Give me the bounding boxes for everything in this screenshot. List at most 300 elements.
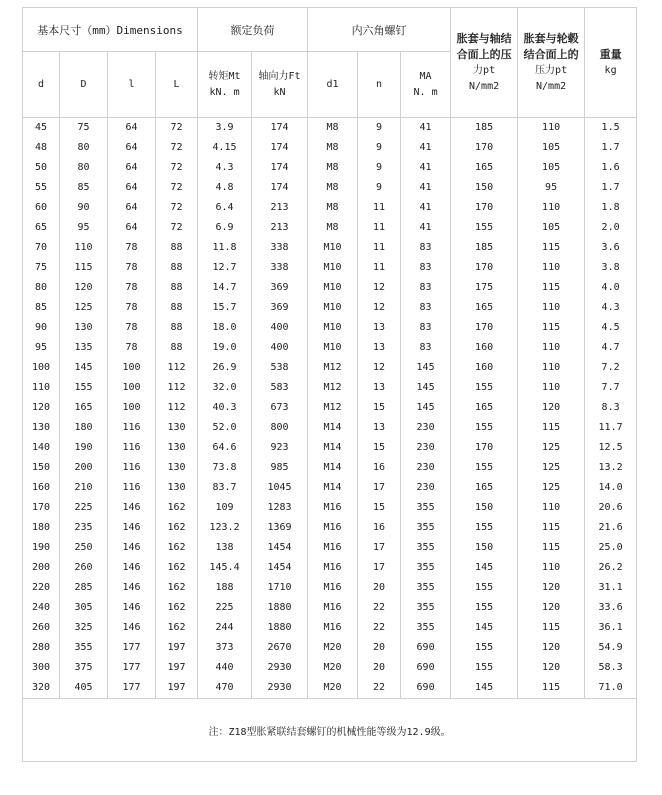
cell-l: 72 [170, 162, 183, 173]
column-d [23, 118, 60, 699]
cell-l: 78 [125, 302, 138, 313]
cell-d: 160 [31, 482, 51, 493]
header-D: D [60, 52, 108, 118]
column-n [358, 118, 401, 699]
cell-ft: 2930 [267, 682, 292, 693]
cell-l: 146 [122, 602, 141, 613]
cell-ma: 355 [416, 562, 435, 573]
cell-d: 405 [74, 682, 93, 693]
cell-n: 16 [373, 522, 386, 533]
cell-ft: 174 [270, 122, 289, 133]
cell-d: 75 [77, 122, 90, 133]
cell-d1: M8 [326, 122, 339, 133]
cell-d: 90 [34, 322, 48, 333]
cell-mt: 14.7 [212, 282, 237, 293]
cell-l: 72 [170, 122, 183, 133]
cell-p-hub: 115 [542, 522, 561, 533]
cell-d: 70 [34, 242, 48, 253]
column-pressure-hub [518, 118, 585, 699]
cell-ma: 355 [416, 522, 435, 533]
cell-p-shaft: 185 [475, 122, 494, 133]
cell-l: 64 [125, 122, 138, 133]
cell-mt: 6.4 [215, 202, 234, 213]
cell-d: 95 [77, 222, 90, 233]
cell-d: 120 [31, 402, 51, 413]
header-rated-load: 额定负荷 [198, 8, 308, 52]
column-torque [198, 118, 252, 699]
cell-l: 162 [167, 542, 186, 553]
cell-weight: 14.0 [598, 482, 623, 493]
cell-ft: 213 [270, 222, 289, 233]
cell-ma: 690 [416, 662, 435, 673]
header-torque: 转矩Mt kN. m [198, 52, 252, 118]
cell-weight: 26.2 [598, 562, 623, 573]
cell-ma: 355 [416, 542, 435, 553]
cell-ma: 355 [416, 622, 435, 633]
cell-d1: M8 [326, 182, 339, 193]
cell-n: 17 [373, 562, 386, 573]
cell-d: 190 [31, 542, 51, 553]
cell-d: 285 [74, 582, 93, 593]
cell-weight: 8.3 [601, 402, 620, 413]
cell-ma: 41 [419, 202, 432, 213]
cell-p-hub: 125 [542, 442, 561, 453]
cell-ma: 83 [419, 302, 432, 313]
cell-p-hub: 125 [542, 462, 561, 473]
cell-l: 177 [122, 682, 141, 693]
cell-l: 197 [167, 642, 186, 653]
cell-ft: 400 [270, 322, 289, 333]
spec-table [22, 7, 637, 762]
cell-ft: 1283 [267, 502, 292, 513]
cell-ma: 41 [419, 182, 432, 193]
cell-l: 116 [122, 442, 141, 453]
cell-weight: 25.0 [598, 542, 623, 553]
cell-mt: 15.7 [212, 302, 237, 313]
header-d1: d1 [308, 52, 358, 118]
cell-ma: 41 [419, 142, 432, 153]
cell-p-shaft: 145 [475, 682, 494, 693]
cell-ft: 174 [270, 162, 289, 173]
cell-l: 100 [122, 382, 141, 393]
cell-n: 20 [373, 582, 386, 593]
cell-mt: 109 [215, 502, 234, 513]
cell-ft: 583 [270, 382, 289, 393]
cell-ma: 230 [416, 462, 435, 473]
cell-l: 146 [122, 622, 141, 633]
cell-d: 65 [34, 222, 48, 233]
cell-weight: 4.3 [601, 302, 620, 313]
cell-d: 100 [31, 362, 51, 373]
cell-d: 48 [34, 142, 48, 153]
cell-p-shaft: 175 [475, 282, 494, 293]
cell-l: 64 [125, 202, 138, 213]
cell-d: 60 [34, 202, 48, 213]
cell-n: 11 [373, 242, 386, 253]
cell-p-shaft: 155 [475, 642, 494, 653]
cell-d: 210 [74, 482, 93, 493]
cell-p-shaft: 155 [475, 422, 494, 433]
cell-weight: 20.6 [598, 502, 623, 513]
cell-p-shaft: 165 [475, 402, 494, 413]
cell-p-shaft: 155 [475, 602, 494, 613]
cell-l: 112 [167, 402, 186, 413]
cell-d1: M16 [323, 502, 342, 513]
cell-p-hub: 120 [542, 402, 561, 413]
cell-mt: 244 [215, 622, 234, 633]
cell-weight: 71.0 [598, 682, 623, 693]
cell-d: 75 [34, 262, 48, 273]
cell-d: 260 [31, 622, 51, 633]
cell-weight: 54.9 [598, 642, 623, 653]
cell-mt: 225 [215, 602, 234, 613]
header-axial-force: 轴向力Ft kN [252, 52, 308, 118]
cell-d1: M10 [323, 342, 342, 353]
column-ma [401, 118, 451, 699]
cell-weight: 33.6 [598, 602, 623, 613]
cell-ma: 41 [419, 222, 432, 233]
cell-p-shaft: 170 [475, 142, 494, 153]
cell-weight: 1.7 [601, 142, 620, 153]
cell-p-hub: 110 [542, 302, 561, 313]
cell-d: 180 [74, 422, 93, 433]
header-hex-screw: 内六角螺钉 [308, 8, 451, 52]
column-L [156, 118, 198, 699]
cell-d1: M10 [323, 282, 342, 293]
cell-l: 116 [122, 462, 141, 473]
cell-d: 220 [31, 582, 51, 593]
cell-p-hub: 115 [542, 682, 561, 693]
cell-ma: 83 [419, 282, 432, 293]
cell-p-shaft: 155 [475, 662, 494, 673]
cell-p-hub: 115 [542, 322, 561, 333]
cell-mt: 4.8 [215, 182, 234, 193]
cell-weight: 2.0 [601, 222, 620, 233]
cell-p-hub: 110 [542, 122, 561, 133]
cell-mt: 373 [215, 642, 234, 653]
cell-ft: 369 [270, 302, 289, 313]
cell-mt: 11.8 [212, 242, 237, 253]
cell-ft: 2930 [267, 662, 292, 673]
cell-d: 305 [74, 602, 93, 613]
cell-ft: 338 [270, 242, 289, 253]
cell-ma: 690 [416, 642, 435, 653]
cell-p-hub: 110 [542, 262, 561, 273]
cell-p-hub: 125 [542, 482, 561, 493]
cell-p-hub: 110 [542, 342, 561, 353]
cell-ma: 83 [419, 242, 432, 253]
cell-ft: 2670 [267, 642, 292, 653]
cell-l: 146 [122, 582, 141, 593]
cell-mt: 12.7 [212, 262, 237, 273]
cell-mt: 18.0 [212, 322, 237, 333]
cell-d1: M8 [326, 222, 339, 233]
cell-p-shaft: 170 [475, 262, 494, 273]
cell-ft: 923 [270, 442, 289, 453]
column-weight [585, 118, 637, 699]
cell-d: 180 [31, 522, 51, 533]
cell-ft: 1045 [267, 482, 292, 493]
column-l [108, 118, 156, 699]
cell-p-hub: 105 [542, 222, 561, 233]
cell-p-hub: 110 [542, 502, 561, 513]
cell-p-hub: 105 [542, 142, 561, 153]
cell-ma: 83 [419, 262, 432, 273]
header-weight: 重量 kg [585, 8, 637, 118]
cell-l: 72 [170, 222, 183, 233]
cell-l: 177 [122, 662, 141, 673]
cell-p-shaft: 155 [475, 382, 494, 393]
cell-l: 72 [170, 182, 183, 193]
cell-ft: 1880 [267, 622, 292, 633]
cell-p-hub: 115 [542, 242, 561, 253]
cell-d1: M10 [323, 322, 342, 333]
cell-ft: 1454 [267, 542, 292, 553]
header-l: l [108, 52, 156, 118]
cell-l: 78 [125, 322, 138, 333]
cell-n: 9 [376, 122, 383, 133]
cell-ma: 41 [419, 162, 432, 173]
cell-mt: 19.0 [212, 342, 237, 353]
cell-mt: 470 [215, 682, 234, 693]
cell-ma: 145 [416, 382, 435, 393]
cell-d1: M8 [326, 142, 339, 153]
cell-d: 110 [74, 242, 93, 253]
cell-d: 130 [74, 322, 93, 333]
cell-d: 155 [74, 382, 93, 393]
cell-mt: 26.9 [212, 362, 237, 373]
cell-l: 88 [170, 282, 183, 293]
cell-n: 11 [373, 202, 386, 213]
cell-d: 280 [31, 642, 51, 653]
cell-d1: M16 [323, 582, 342, 593]
cell-ft: 338 [270, 262, 289, 273]
cell-p-shaft: 150 [475, 502, 494, 513]
cell-ft: 673 [270, 402, 289, 413]
cell-l: 162 [167, 582, 186, 593]
cell-ma: 41 [419, 122, 432, 133]
cell-d: 135 [74, 342, 93, 353]
cell-weight: 31.1 [598, 582, 623, 593]
cell-d1: M20 [323, 642, 342, 653]
cell-d: 225 [74, 502, 93, 513]
cell-d1: M16 [323, 562, 342, 573]
cell-n: 22 [373, 602, 386, 613]
cell-d: 85 [34, 302, 48, 313]
cell-ft: 800 [270, 422, 289, 433]
cell-l: 64 [125, 222, 138, 233]
cell-l: 162 [167, 602, 186, 613]
header-pressure-shaft: 胀套与轴结 合面上的压 力pt N/mm2 [451, 8, 518, 118]
cell-l: 112 [167, 362, 186, 373]
cell-l: 78 [125, 342, 138, 353]
cell-weight: 1.8 [601, 202, 620, 213]
cell-weight: 1.5 [601, 122, 620, 133]
header-dimensions: 基本尺寸（mm）Dimensions [23, 8, 198, 52]
cell-n: 13 [373, 342, 386, 353]
cell-l: 72 [170, 142, 183, 153]
cell-d1: M14 [323, 462, 342, 473]
cell-weight: 4.7 [601, 342, 620, 353]
cell-n: 13 [373, 422, 386, 433]
cell-l: 162 [167, 522, 186, 533]
cell-d: 95 [34, 342, 48, 353]
cell-l: 88 [170, 262, 183, 273]
cell-weight: 58.3 [598, 662, 623, 673]
cell-mt: 188 [215, 582, 234, 593]
cell-p-shaft: 155 [475, 462, 494, 473]
cell-d: 50 [34, 162, 48, 173]
cell-d: 130 [31, 422, 51, 433]
cell-d: 320 [31, 682, 51, 693]
cell-d: 80 [77, 162, 90, 173]
header-d: d [23, 52, 60, 118]
cell-d: 115 [74, 262, 93, 273]
cell-d1: M14 [323, 422, 342, 433]
cell-d: 200 [31, 562, 51, 573]
cell-ft: 1454 [267, 562, 292, 573]
cell-mt: 52.0 [212, 422, 237, 433]
cell-ft: 538 [270, 362, 289, 373]
cell-l: 78 [125, 262, 138, 273]
cell-d: 90 [77, 202, 90, 213]
cell-weight: 4.0 [601, 282, 620, 293]
cell-mt: 6.9 [215, 222, 234, 233]
cell-mt: 145.4 [209, 562, 240, 573]
cell-weight: 4.5 [601, 322, 620, 333]
cell-p-shaft: 150 [475, 182, 494, 193]
cell-l: 88 [170, 342, 183, 353]
cell-n: 12 [373, 302, 386, 313]
cell-d1: M12 [323, 382, 342, 393]
cell-d: 80 [34, 282, 48, 293]
cell-ft: 1369 [267, 522, 292, 533]
cell-n: 17 [373, 542, 386, 553]
cell-l: 197 [167, 662, 186, 673]
cell-ma: 355 [416, 602, 435, 613]
cell-l: 116 [122, 422, 141, 433]
cell-d: 170 [31, 502, 51, 513]
cell-p-hub: 115 [542, 422, 561, 433]
cell-p-shaft: 165 [475, 302, 494, 313]
cell-weight: 21.6 [598, 522, 623, 533]
column-d1 [308, 118, 358, 699]
cell-mt: 64.6 [212, 442, 237, 453]
cell-d1: M14 [323, 482, 342, 493]
cell-weight: 7.7 [601, 382, 620, 393]
header-L: L [156, 52, 198, 118]
cell-n: 9 [376, 162, 383, 173]
cell-ma: 230 [416, 482, 435, 493]
cell-weight: 1.7 [601, 182, 620, 193]
cell-p-shaft: 145 [475, 622, 494, 633]
cell-p-hub: 110 [542, 202, 561, 213]
cell-p-shaft: 155 [475, 222, 494, 233]
column-pressure-shaft [451, 118, 518, 699]
header-row-1 [23, 8, 637, 52]
cell-weight: 13.2 [598, 462, 623, 473]
cell-d: 325 [74, 622, 93, 633]
cell-ma: 690 [416, 682, 435, 693]
cell-p-hub: 120 [542, 662, 561, 673]
cell-l: 88 [170, 322, 183, 333]
cell-p-hub: 120 [542, 642, 561, 653]
cell-d1: M16 [323, 622, 342, 633]
cell-mt: 83.7 [212, 482, 237, 493]
cell-l: 130 [167, 482, 186, 493]
cell-l: 64 [125, 162, 138, 173]
cell-weight: 36.1 [598, 622, 623, 633]
cell-d: 260 [74, 562, 93, 573]
cell-l: 162 [167, 562, 186, 573]
cell-p-hub: 115 [542, 622, 561, 633]
cell-d: 240 [31, 602, 51, 613]
cell-n: 22 [373, 682, 386, 693]
cell-weight: 3.8 [601, 262, 620, 273]
cell-ft: 400 [270, 342, 289, 353]
cell-weight: 7.2 [601, 362, 620, 373]
cell-n: 13 [373, 322, 386, 333]
header-ma: MA N. m [401, 52, 451, 118]
cell-p-shaft: 165 [475, 162, 494, 173]
cell-d1: M12 [323, 362, 342, 373]
cell-ft: 985 [270, 462, 289, 473]
cell-l: 88 [170, 242, 183, 253]
cell-p-shaft: 155 [475, 582, 494, 593]
cell-l: 112 [167, 382, 186, 393]
cell-mt: 73.8 [212, 462, 237, 473]
cell-p-shaft: 185 [475, 242, 494, 253]
cell-l: 177 [122, 642, 141, 653]
cell-ma: 355 [416, 582, 435, 593]
cell-l: 162 [167, 502, 186, 513]
cell-d1: M16 [323, 602, 342, 613]
cell-d: 140 [31, 442, 51, 453]
cell-d: 165 [74, 402, 93, 413]
cell-ma: 145 [416, 402, 435, 413]
cell-d1: M8 [326, 202, 339, 213]
cell-d: 355 [74, 642, 93, 653]
cell-l: 130 [167, 462, 186, 473]
cell-l: 72 [170, 202, 183, 213]
cell-p-shaft: 170 [475, 322, 494, 333]
cell-l: 130 [167, 422, 186, 433]
cell-n: 20 [373, 662, 386, 673]
cell-n: 9 [376, 142, 383, 153]
cell-weight: 3.6 [601, 242, 620, 253]
cell-p-hub: 110 [542, 382, 561, 393]
cell-ma: 83 [419, 322, 432, 333]
cell-l: 100 [122, 402, 141, 413]
cell-d: 85 [77, 182, 90, 193]
cell-d1: M20 [323, 682, 342, 693]
cell-ft: 369 [270, 282, 289, 293]
data-body [23, 118, 637, 699]
cell-l: 88 [170, 302, 183, 313]
footnote: 注：Z18型胀紧联结套螺钉的机械性能等级为12.9级。 [23, 699, 637, 762]
cell-d: 80 [77, 142, 90, 153]
cell-n: 13 [373, 382, 386, 393]
cell-n: 15 [373, 442, 386, 453]
cell-mt: 32.0 [212, 382, 237, 393]
cell-n: 9 [376, 182, 383, 193]
cell-d: 150 [31, 462, 51, 473]
cell-l: 64 [125, 182, 138, 193]
cell-d: 190 [74, 442, 93, 453]
cell-mt: 4.15 [212, 142, 237, 153]
cell-mt: 3.9 [215, 122, 234, 133]
cell-p-shaft: 150 [475, 542, 494, 553]
